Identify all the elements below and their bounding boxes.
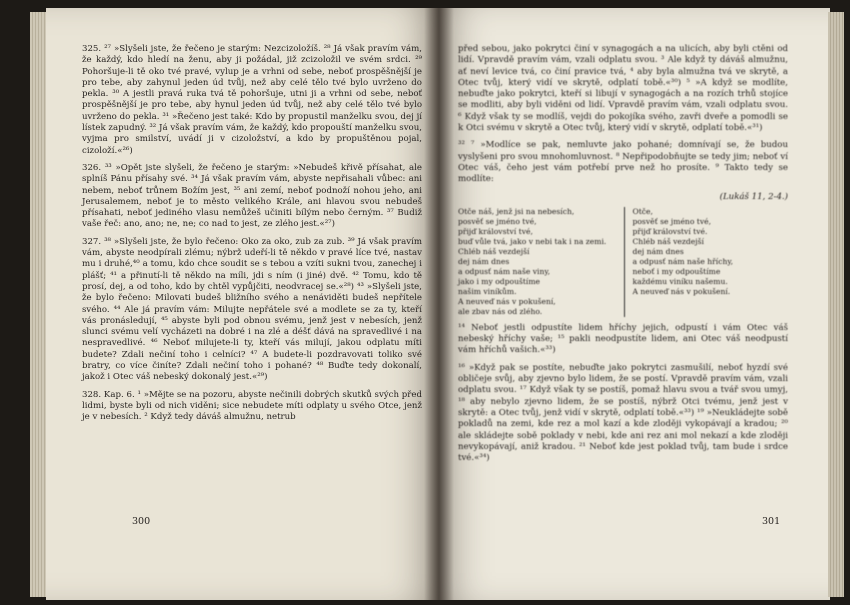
prayer-line: posvěť se jméno tvé, <box>458 216 537 226</box>
paragraph-forgiveness: ¹⁴ Neboť jestli odpustíte lidem hříchy jejich, odpustí i vám Otec váš nebeský hříchy vaše; ¹⁵ pakli neodpustíte lidem, ani Otec váš neodpustí vám hříchů vašich.«³³) <box>458 322 788 356</box>
paragraph-327: 327. ³⁸ »Slyšeli jste, že bylo řečeno: Oko za oko, zub za zub. ³⁹ Já však pravím vám, abyste neodpírali zlému; nýbrž udeří-li tě někdo v pravé líce tvé, nastav mu i druhé,⁴⁰ a tomu, kdo chce soudit se s tebou a vzíti sukni tvou, zanechej i plášť; ⁴¹ a přinutí-li tě někdo na míli, jdi s ním (i jiné) dvě. ⁴² Tomu, kdo tě prosí, dej, a od toho, kdo by chtěl vypůjčiti, neodvracej se.«²⁸) ⁴³ »Slyšeli jste, že bylo řečeno: Milovati budeš bližního svého a nenáviděti budeš nepřítele svého. ⁴⁴ Ale já pravím vám: Milujte nepřátele své a modlete se za ty, kteří vás pronásledují, ⁴⁵ abyste byli pod obnou svému, jenž jest v nebesích, jenž slunci svému velí vycházeti na dobré i na zlé a déšť dává na spravedlivé i na nespravedlivé. ⁴⁶ Neboť milujete-li ty, kteří vás milují, jakou odplatu míti budete? Zdali nečiní toho i celníci? ⁴⁷ A budete-li pozdravovati toliko své bratry, co více činíte? Zdali nečiní toho i pohané? ⁴⁸ Buďte tedy dokonalí, jakož i Otec váš nebeský dokonalý jest.«²⁹) <box>82 236 422 383</box>
prayer-line: každému viníku našemu. <box>632 276 728 286</box>
prayer-line: a odpusť nám naše viny, <box>458 266 551 276</box>
paragraph-prayer-intro: ³² ⁷ »Modlíce se pak, nemluvte jako pohané; domnívají se, že budou vyslyšeni pro svou mnohomluvnost. ⁸ Nepřipodobňujte se tedy jim; neboť ví Otec váš, čeho jest vám potřebí prve než ho prosíte. ⁹ Takto tedy se modlíte: <box>458 140 788 185</box>
lords-prayer-parallel <box>458 207 788 317</box>
prayer-line: Chléb náš vezdejší <box>632 236 704 246</box>
luke-reference: (Lukáš 11, 2-4.) <box>719 191 788 202</box>
prayer-line: A neuveď nás v pokušení, <box>458 296 556 306</box>
prayer-matthew-column <box>458 207 614 317</box>
book-gutter <box>424 8 454 600</box>
prayer-line: a odpusť nám naše hříchy, <box>632 256 734 266</box>
prayer-line: jako i my odpouštíme <box>458 276 541 286</box>
prayer-line: Otče náš, jenž jsi na nebesích, <box>458 206 575 216</box>
prayer-line: našim viníkům. <box>458 286 517 296</box>
paragraph-326: 326. ³³ »Opět jste slyšeli, že řečeno je starým: »Nebudeš křivě přísahat, ale splníš Pánu přísahy své. ³⁴ Já však pravím vám, abyste nepřisahali vůbec: ani nebem, neboť trůnem Božím jest, ³⁵ ani zemí, neboť podnoží nohou jeho, ani Jerusalemem, neboť je to město velikého Krále, ani hlavou svou nebudeš přísahati, neboť jediného vlasu nemůžeš učiniti bílým nebo černým. ³⁷ Budiž vaše řeč: ano, ano; ne, ne; co nad to jest, ze zlého jest.«²⁷) <box>82 162 422 230</box>
prayer-line: ale zbav nás od zlého. <box>458 306 543 316</box>
paragraph-fasting: ¹⁶ »Když pak se postíte, nebuďte jako pokrytci zasmušilí, neboť hyzdí své obličeje svůj, aby zjevno bylo lidem, že se postí. Vpravdě pravím vám, vzali odplatu svou. ¹⁷ Když však ty se postíš, pomaž hlavu svou a tvář svou umyj, ¹⁸ aby nebylo zjevno lidem, že se postíš, nýbrž Otci tvému, jenž jest v skrytě: a Otec tvůj, jenž vidí v skrytě, odplatí tobě.«³³) ¹⁹ »Neukládejte sobě pokladů na zemi, kde rez a mol kazí a kde zloději vykopávají a kradou; ²⁰ ale skládejte sobě poklady v nebi, kde ani rez ani mol nekazí a kde zloději nevykopávají, aniž kradou. ²¹ Neboť kde jest poklad tvůj, tam bude i srdce tvé.«³⁴) <box>458 362 788 464</box>
paragraph-325: 325. ²⁷ »Slyšeli jste, že řečeno je starým: Nezcizoložíš. ²⁸ Já však pravím vám, že každý, kdo hledí na ženu, aby ji požádal, již zcizoložil ve svém srdci. ²⁹ Pohoršuje-li tě oko tvé pravé, vylup je a vrhni od sebe, neboť prospěšnější je pro tebe, aby zahynul jeden úd tvůj, než aby celé tělo tvé bylo uvrženo do pekla. ³⁰ A jestli pravá ruka tvá tě pohoršuje, utni ji a vrhni od sebe, neboť prospěšnější je pro tebe, aby hynul jeden úd tvůj, než aby celé tělo tvé bylo uvrženo do pekla. ³¹ »Řečeno jest také: Kdo by propustil manželku svou, dej jí lístek zapudný. ³² Já však pravím vám, že každý, kdo propouští manželku svou, vyjma pro smilství, uvádí ji v cizoložství, a kdo by propuštěnou pojal, cizoloží.«²⁶) <box>82 44 422 156</box>
prayer-line: dej nám dnes <box>632 246 684 256</box>
prayer-line: přijď království tvé. <box>632 226 708 236</box>
prayer-line: dej nám dnes <box>458 256 510 266</box>
left-page-text <box>82 44 422 430</box>
prayer-line: A neuveď nás v pokušení. <box>632 286 731 296</box>
prayer-line: buď vůle tvá, jako v nebi tak i na zemi. <box>458 236 607 246</box>
left-page-number: 300 <box>132 516 151 527</box>
right-page-text <box>458 44 788 470</box>
prayer-line: přijď království tvé, <box>458 226 533 236</box>
right-page-number: 301 <box>762 516 781 527</box>
paragraph-continued: před sebou, jako pokrytci činí v synagogách a na ulicích, aby byli ctěni od lidí. Vpravdě pravím vám, vzali odplatu svou. ³ Ale když ty dáváš almužnu, ať neví levice tvá, co činí pravice tvá, ⁴ aby byla almužna tvá ve skrytě, a Otec tvůj, který vidí ve skrytě, odplatí tobě.«³⁰) ⁵ »A když se modlíte, nebuďte jako pokrytci, kteří si libují v synagogách a na rozích trhů stojíce se modliti, aby byli viděni od lidí. Vpravdě pravím vám, vzali odplatu svou. ⁶ Když však ty se modlíš, vejdi do pokojíka svého, zavři dveře a pomodli se k Otci svému v skrytě a Otec tvůj, který vidí v skrytě, odplatí tobě.«³¹) <box>458 44 788 134</box>
paragraph-328: 328. Kap. 6. ¹ »Mějte se na pozoru, abyste nečinili dobrých skutků svých před lidmi, byste byli od nich viděni; sice nebudete míti odplaty u svého Otce, jenž je v nebesích. ² Když tedy dáváš almužnu, netrub <box>82 389 422 423</box>
prayer-line: neboť i my odpouštíme <box>632 266 721 276</box>
prayer-luke-column <box>624 207 789 317</box>
prayer-line: posvěť se jméno tvé, <box>632 216 712 226</box>
right-page-edges <box>828 12 844 597</box>
prayer-line: Otče, <box>632 206 653 216</box>
prayer-line: Chléb náš vezdejší <box>458 246 530 256</box>
